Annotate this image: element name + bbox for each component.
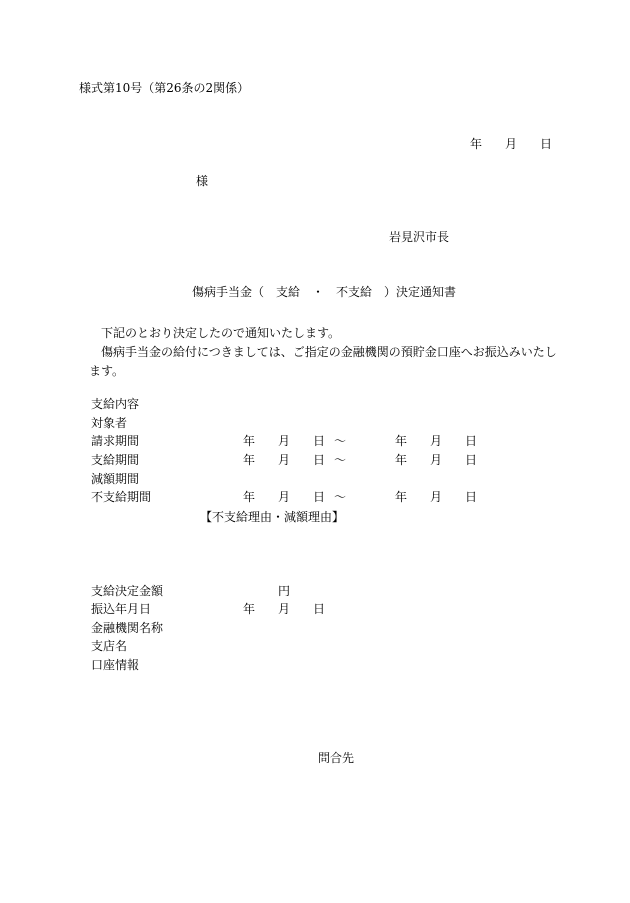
claim-tilde: 〜: [334, 434, 347, 448]
non-payment-end-month: 月: [430, 490, 443, 504]
issue-date-day: 日: [540, 137, 553, 151]
contact-label: 問合先: [318, 751, 355, 765]
branch-label: 支店名: [91, 639, 128, 653]
claim-period-label: 請求期間: [91, 434, 140, 448]
payment-start-year: 年: [243, 453, 256, 467]
claim-start-month: 月: [278, 434, 291, 448]
transfer-month: 月: [278, 602, 291, 616]
addressee-suffix: 様: [196, 174, 209, 188]
issuer-name: 岩見沢市長: [389, 230, 450, 244]
claim-end-year: 年: [395, 434, 408, 448]
notice-line-2: 傷病手当金の給付につきましては、ご指定の金融機関の預貯金口座へお振込みいたします。: [89, 345, 557, 378]
non-payment-start-year: 年: [243, 490, 256, 504]
transfer-day: 日: [313, 602, 326, 616]
transfer-date-label: 振込年月日: [91, 602, 152, 616]
payment-end-month: 月: [430, 453, 443, 467]
claim-start-year: 年: [243, 434, 256, 448]
document-title: 傷病手当金（ 支給 ・ 不支給 ）決定通知書: [192, 285, 457, 299]
payment-start-day: 日: [313, 453, 326, 467]
non-payment-start-month: 月: [278, 490, 291, 504]
reason-heading: 【不支給理由・減額理由】: [200, 510, 345, 524]
bank-name-label: 金融機関名称: [91, 621, 164, 635]
non-payment-tilde: 〜: [334, 490, 347, 504]
notice-line-1: 下記のとおり決定したので通知いたします。: [101, 326, 341, 340]
account-label: 口座情報: [91, 658, 140, 672]
yen-unit: 円: [278, 584, 291, 598]
non-payment-period-label: 不支給期間: [91, 490, 152, 504]
payment-tilde: 〜: [334, 453, 347, 467]
payment-period-label: 支給期間: [91, 453, 140, 467]
non-payment-end-year: 年: [395, 490, 408, 504]
form-number: 様式第10号（第26条の2関係）: [79, 81, 250, 95]
issue-date-year: 年: [470, 137, 483, 151]
reduction-period-label: 減額期間: [91, 472, 140, 486]
amount-label: 支給決定金額: [91, 584, 164, 598]
payment-end-year: 年: [395, 453, 408, 467]
payment-content-label: 支給内容: [91, 397, 140, 411]
payment-end-day: 日: [465, 453, 478, 467]
non-payment-end-day: 日: [465, 490, 478, 504]
subject-label: 対象者: [91, 416, 128, 430]
transfer-year: 年: [243, 602, 256, 616]
claim-end-month: 月: [430, 434, 443, 448]
claim-end-day: 日: [465, 434, 478, 448]
non-payment-start-day: 日: [313, 490, 326, 504]
issue-date-month: 月: [505, 137, 518, 151]
payment-start-month: 月: [278, 453, 291, 467]
claim-start-day: 日: [313, 434, 326, 448]
notice-body: [89, 324, 559, 381]
